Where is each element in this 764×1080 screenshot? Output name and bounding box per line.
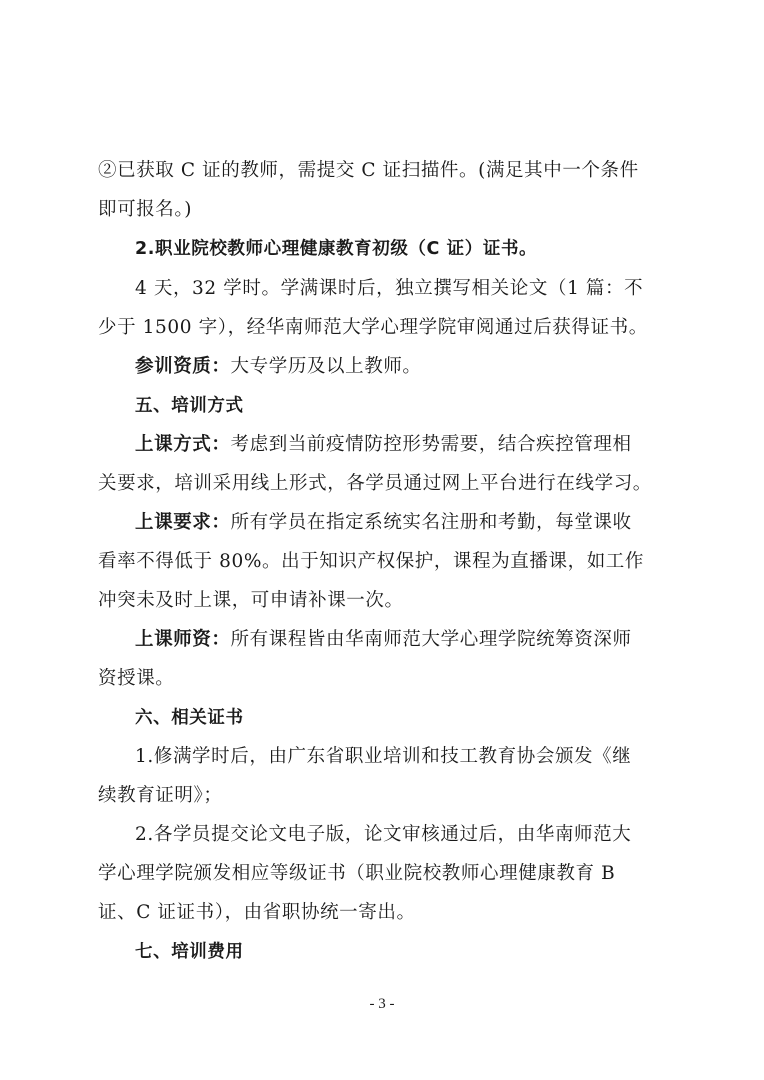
- paragraph-line: ②已获取 C 证的教师，需提交 C 证扫描件。(满足其中一个条件: [98, 160, 639, 181]
- paragraph-line: 少于 1500 字），经华南师范大学心理学院审阅通过后获得证书。: [98, 317, 648, 338]
- paragraph-line: 1.修满学时后，由广东省职业培训和技工教育协会颁发《继: [135, 746, 632, 767]
- paragraph-line: [135, 627, 632, 653]
- paragraph-line: 4 天，32 学时。学满课时后，独立撰写相关论文（1 篇：不: [135, 278, 644, 299]
- section-heading: 五、培训方式: [135, 396, 244, 416]
- paragraph-line: 即可报名。): [98, 199, 193, 220]
- page-number: - 3 -: [369, 996, 395, 1012]
- paragraph-line: [135, 432, 632, 458]
- paragraph-line: 资授课。: [98, 668, 175, 689]
- section-heading: 六、相关证书: [135, 708, 244, 728]
- lead-label: 上课方式：: [135, 434, 231, 455]
- lead-label: 上课要求：: [135, 512, 231, 533]
- paragraph-line: 关要求，培训采用线上形式，各学员通过网上平台进行在线学习。: [98, 473, 652, 494]
- paragraph-line: 续教育证明》；: [98, 785, 223, 806]
- paragraph-line: 证、C 证证书），由省职协统一寄出。: [98, 902, 416, 923]
- lead-text: 大专学历及以上教师。: [230, 356, 422, 377]
- paragraph-line: [135, 354, 422, 380]
- lead-text: 所有学员在指定系统实名注册和考勤，每堂课收: [230, 512, 632, 533]
- paragraph-line: [135, 510, 632, 536]
- lead-label: 参训资质：: [135, 356, 231, 377]
- subheading: 2.职业院校教师心理健康教育初级（C 证）证书。: [135, 239, 538, 259]
- section-heading: 七、培训费用: [135, 942, 244, 962]
- paragraph-line: 冲突未及时上课，可申请补课一次。: [98, 590, 404, 611]
- paragraph-line: 看率不得低于 80%。出于知识产权保护，课程为直播课，如工作: [98, 551, 645, 572]
- lead-text: 考虑到当前疫情防控形势需要，结合疾控管理相: [230, 434, 632, 455]
- lead-label: 上课师资：: [135, 629, 231, 650]
- paragraph-line: 2.各学员提交论文电子版，论文审核通过后，由华南师范大: [135, 824, 632, 845]
- paragraph-line: 学心理学院颁发相应等级证书（职业院校教师心理健康教育 B: [98, 863, 616, 884]
- lead-text: 所有课程皆由华南师范大学心理学院统筹资深师: [230, 629, 632, 650]
